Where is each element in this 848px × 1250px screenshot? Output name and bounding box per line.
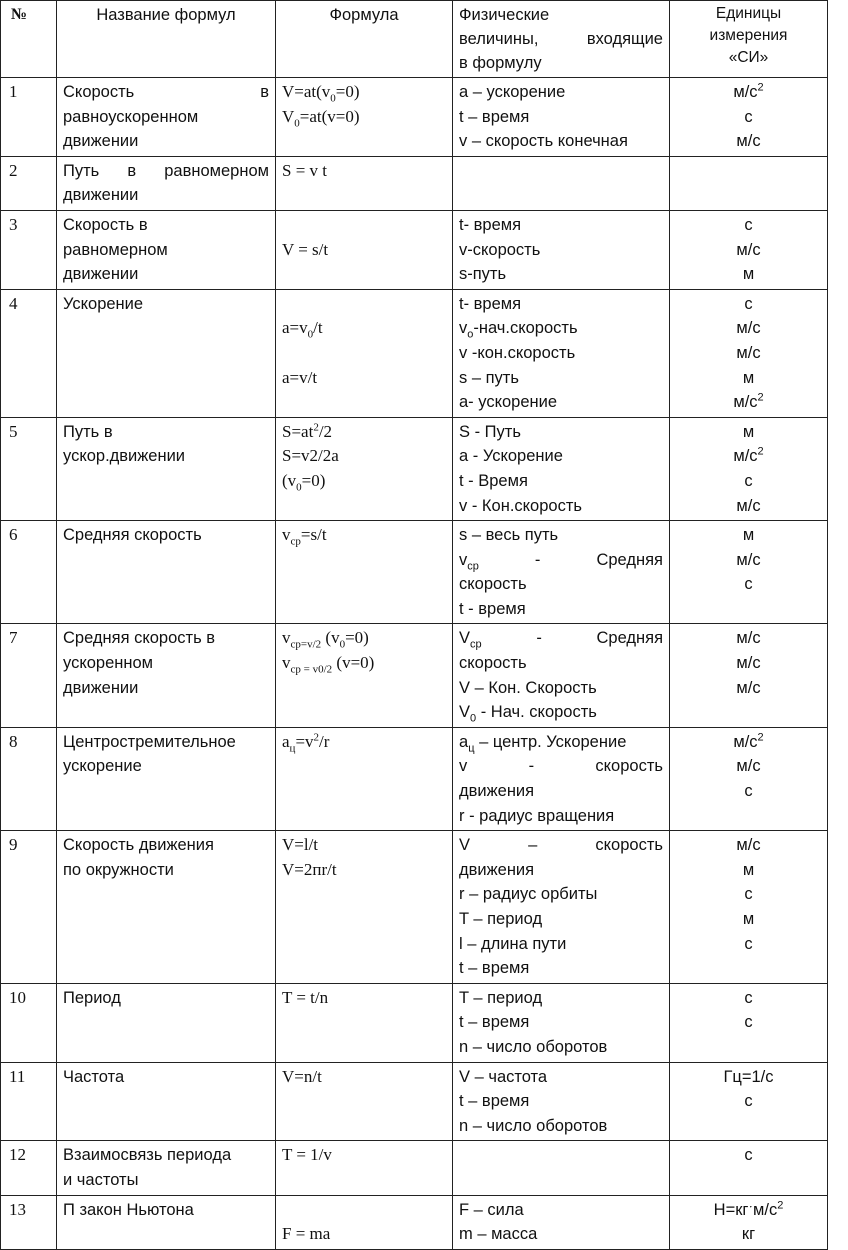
si-units: [670, 831, 828, 984]
formula-name-line: по окружности: [63, 860, 174, 879]
table-row: [1, 210, 828, 289]
physical-quantities-line: a - Ускорение: [459, 447, 563, 466]
row-number: 10: [1, 983, 57, 1062]
si-units-line: с: [744, 575, 753, 594]
formula-name-line: Путь в: [63, 422, 113, 441]
formula-name-line: Средняя скорость в: [63, 629, 216, 648]
header-units-line: Единицы: [715, 5, 782, 22]
formula-expression-line: T = 1/v: [282, 1145, 332, 1165]
header-units-line: «СИ»: [728, 49, 769, 66]
row-number: 5: [1, 417, 57, 520]
formula-expression-line: S=v2/2a: [282, 446, 339, 466]
formula-name: [57, 210, 276, 289]
header-units: [670, 1, 828, 78]
formula-expression-line: $v_{ср=v/2}$ $(v_0=0)$: [282, 628, 369, 651]
formula-expression-line: F = ma: [282, 1224, 331, 1244]
physical-quantities-word: $v_{ср}$: [459, 550, 479, 572]
physical-quantities-line: движения: [459, 782, 535, 801]
table-row: [1, 78, 828, 157]
physical-quantities-line: n – число оборотов: [459, 1116, 608, 1135]
si-units-line: м/с: [736, 132, 761, 151]
formula-expression-line: [282, 341, 446, 366]
header-units-line: измерения: [709, 27, 788, 44]
formula-expression: [276, 521, 453, 624]
formula-name: [57, 78, 276, 157]
formula-name-line: Скорость движения: [63, 836, 214, 855]
formula-name: [57, 289, 276, 417]
formula-name-line: Период: [63, 988, 121, 1007]
physical-quantities-line: t – время: [459, 107, 530, 126]
table-row: [1, 727, 828, 830]
physical-quantities-line: [459, 833, 663, 858]
si-units-line: $м/с^2$: [733, 81, 764, 101]
si-units-line: с: [744, 1092, 753, 1111]
physical-quantities-line: l – длина пути: [459, 934, 567, 953]
formula-expression-line: S = v t: [282, 160, 328, 180]
si-units: [670, 289, 828, 417]
si-units-line: $м/с^2$: [733, 731, 764, 751]
physical-quantities-line: a- ускорение: [459, 393, 558, 412]
si-units-line: м/с: [736, 757, 761, 776]
physical-quantities-line: r - радиус вращения: [459, 806, 615, 825]
header-name: Название формул: [57, 1, 276, 78]
si-units-line: м: [742, 860, 755, 879]
table-row: [1, 983, 828, 1062]
physical-quantities-word: $V_{ср}$: [459, 629, 482, 651]
formula-name-line: Средняя скорость: [63, 526, 202, 545]
row-number: 8: [1, 727, 57, 830]
si-units-line: Гц=1/с: [723, 1067, 774, 1086]
formula-expression: [276, 78, 453, 157]
si-units-line: с: [744, 294, 753, 313]
si-units-line: м/с: [736, 319, 761, 338]
physical-quantities: [453, 289, 670, 417]
formula-name-line: [63, 80, 269, 105]
physical-quantities-line: t - Время: [459, 471, 528, 490]
header-quantities-line: в формулу: [459, 54, 542, 72]
physical-quantities-line: v - Кон.скорость: [459, 496, 582, 515]
physical-quantities-word: Средняя: [596, 550, 663, 569]
formula-name: [57, 521, 276, 624]
physical-quantities-line: скорость: [459, 654, 527, 673]
formula-expression-line: V = s/t: [282, 239, 329, 259]
si-units-line: м: [742, 910, 755, 928]
formula-name-line: и частоты: [63, 1170, 139, 1189]
row-number: 12: [1, 1141, 57, 1195]
physical-quantities-line: m – масса: [459, 1225, 538, 1244]
formula-name-line: движении: [63, 678, 139, 697]
formula-name-line: П закон Ньютона: [63, 1200, 194, 1219]
header-quantities-word: величины,: [459, 30, 539, 48]
physical-quantities-line: v-скорость: [459, 240, 541, 259]
formula-name-word: Путь: [63, 161, 100, 180]
table-row: [1, 289, 828, 417]
physical-quantities-line: s-путь: [459, 265, 507, 284]
formula-name-line: равномерном: [63, 240, 168, 259]
si-units-line: м/с: [736, 654, 761, 673]
si-units-line: $м/с^2$: [733, 445, 764, 466]
physical-quantities: [453, 1062, 670, 1141]
si-units-line: с: [744, 107, 753, 126]
si-units-line: м: [742, 422, 755, 441]
formula-name-word: в: [127, 161, 137, 180]
physical-quantities: [453, 78, 670, 157]
si-units-line: м/с: [736, 240, 761, 259]
si-units-line: м/с: [736, 678, 761, 697]
physical-quantities: [453, 417, 670, 520]
si-units: [670, 727, 828, 830]
physical-quantities-line: V – Кон. Скорость: [459, 678, 597, 697]
physical-quantities: [453, 831, 670, 984]
formula-expression: [276, 983, 453, 1062]
formula-name-line: Ускорение: [63, 294, 144, 313]
header-row: [1, 1, 828, 78]
table-row: [1, 417, 828, 520]
table-body: [1, 78, 828, 1250]
table-row: [1, 1062, 828, 1141]
formula-expression: [276, 1062, 453, 1141]
formula-name-word: Скорость: [63, 83, 135, 101]
row-number: 1: [1, 78, 57, 157]
physical-quantities-line: скорость: [459, 575, 527, 594]
formula-expression-line: V=n/t: [282, 1066, 322, 1086]
physical-quantities: [453, 1141, 670, 1195]
si-units: [670, 1062, 828, 1141]
row-number: 13: [1, 1195, 57, 1249]
si-units: [670, 417, 828, 520]
formula-expression: [276, 1195, 453, 1249]
physical-quantities: [453, 727, 670, 830]
formula-name: [57, 417, 276, 520]
formula-name-line: Взаимосвязь периода: [63, 1146, 232, 1165]
si-units-line: с: [744, 988, 753, 1007]
si-units-line: с: [744, 885, 753, 904]
header-quantities: [453, 1, 670, 78]
physical-quantities-line: s – весь путь: [459, 526, 559, 545]
formula-name-line: Центростремительное: [63, 732, 236, 751]
formula-name: [57, 831, 276, 984]
formula-expression-line: [282, 1198, 446, 1223]
physical-quantities-line: v – скорость конечная: [459, 132, 628, 151]
formula-name: [57, 983, 276, 1062]
physical-quantities-word: -: [534, 550, 541, 569]
physical-quantities-line: $V_0$ - Нач. скорость: [459, 703, 597, 725]
physical-quantities-line: [459, 626, 663, 651]
formula-name: [57, 156, 276, 210]
physical-quantities-line: r – радиус орбиты: [459, 885, 598, 904]
physical-quantities-line: F – сила: [459, 1200, 524, 1219]
header-quantities-line: [459, 27, 663, 51]
table-row: [1, 624, 828, 727]
header-formula: Формула: [276, 1, 453, 78]
formula-name-line: Частота: [63, 1067, 125, 1086]
physical-quantities-line: [459, 548, 663, 573]
header-quantities-line: Физические: [459, 6, 550, 24]
formula-expression-line: $v_{ср = v0/2}$ (v=0): [282, 653, 375, 676]
formula-expression-line: [282, 213, 446, 238]
physical-quantities-word: –: [528, 836, 538, 855]
physical-quantities-line: v -кон.скорость: [459, 343, 576, 362]
formula-expression-line: $(v_0=0)$: [282, 470, 326, 494]
formula-name-line: движении: [63, 132, 139, 151]
formula-expression-line: $a_ц=v^2/r$: [282, 731, 330, 755]
physical-quantities: [453, 210, 670, 289]
formula-expression: [276, 289, 453, 417]
row-number: 2: [1, 156, 57, 210]
formula-expression: [276, 210, 453, 289]
row-number: 11: [1, 1062, 57, 1141]
physical-quantities-line: t- время: [459, 294, 522, 313]
formula-expression: [276, 1141, 453, 1195]
si-units-line: с: [744, 782, 753, 801]
physical-quantities-word: V: [459, 836, 471, 855]
physical-quantities-line: T – период: [459, 988, 543, 1007]
formula-name-line: ускоренном: [63, 654, 153, 673]
si-units-line: м: [742, 526, 755, 545]
physical-quantities-line: t- время: [459, 215, 522, 234]
formula-expression-line: V=l/t: [282, 835, 319, 855]
physical-quantities-line: t – время: [459, 1013, 530, 1032]
physical-quantities-line: n – число оборотов: [459, 1037, 608, 1056]
si-units-line: м: [742, 368, 755, 387]
physical-quantities-line: t – время: [459, 1092, 530, 1111]
si-units-line: м/с: [736, 496, 761, 515]
si-units: [670, 210, 828, 289]
physical-quantities-line: t – время: [459, 959, 530, 978]
physical-quantities: [453, 983, 670, 1062]
si-units-line: м/с: [736, 343, 761, 362]
formula-name: [57, 727, 276, 830]
si-units: [670, 1141, 828, 1195]
table-row: [1, 831, 828, 984]
formula-name: [57, 1062, 276, 1141]
physical-quantities-word: -: [536, 629, 542, 648]
formula-expression-line: $V=at(v_0=0)$: [282, 82, 360, 105]
physical-quantities-line: V – частота: [459, 1067, 548, 1086]
physical-quantities-line: T – период: [459, 910, 543, 928]
physical-quantities-line: a – ускорение: [459, 83, 566, 101]
si-units-line: кг: [741, 1225, 756, 1244]
physical-quantities: [453, 156, 670, 210]
si-units: [670, 156, 828, 210]
formula-expression: [276, 727, 453, 830]
physical-quantities-line: $v_o-нач.скорость$: [459, 319, 578, 341]
physical-quantities-word: v: [459, 757, 468, 776]
si-units-line: $Н=кгˑм/с^2$: [713, 1199, 784, 1219]
table-row: [1, 156, 828, 210]
formula-name-line: движении: [63, 186, 139, 205]
si-units: [670, 521, 828, 624]
si-units-line: м/с: [736, 629, 761, 648]
formula-expression: [276, 417, 453, 520]
si-units: [670, 78, 828, 157]
formula-name: [57, 1141, 276, 1195]
formula-name-line: ускор.движении: [63, 447, 186, 466]
physical-quantities-line: $a_ц$ – центр. Ускорение: [459, 732, 627, 755]
physical-quantities-word: скорость: [595, 757, 663, 776]
physical-quantities-word: Средняя: [596, 629, 663, 648]
physical-quantities-line: движения: [459, 860, 535, 879]
formula-name-line: движении: [63, 265, 139, 284]
row-number: 9: [1, 831, 57, 984]
formula-expression-line: [282, 292, 446, 317]
physical-quantities: [453, 1195, 670, 1249]
formula-expression-line: V=2пr/t: [282, 859, 337, 879]
row-number: 4: [1, 289, 57, 417]
formula-name-word: равномерном: [164, 161, 269, 180]
physical-quantities-line: S - Путь: [459, 422, 521, 441]
formula-name: [57, 1195, 276, 1249]
formula-expression-line: $V_0=at(v=0)$: [282, 106, 360, 129]
si-units-line: м/с: [736, 836, 761, 855]
si-units: [670, 983, 828, 1062]
physical-quantities-line: t - время: [459, 599, 526, 618]
si-units-line: м: [742, 265, 755, 284]
formula-expression: [276, 156, 453, 210]
formula-name-line: равноускоренном: [63, 107, 199, 126]
formula-expression: [276, 624, 453, 727]
header-num: №: [1, 1, 57, 78]
formula-name-line: Скорость в: [63, 215, 148, 234]
formula-expression-line: $v_{ср}=s/t$: [282, 525, 327, 548]
table-row: [1, 1141, 828, 1195]
header-quantities-word: входящие: [586, 30, 663, 48]
physical-quantities: [453, 624, 670, 727]
physical-quantities-line: s – путь: [459, 368, 519, 387]
si-units-line: $м/с^2$: [733, 391, 764, 412]
table-row: [1, 1195, 828, 1249]
row-number: 3: [1, 210, 57, 289]
formula-name: [57, 624, 276, 727]
physical-quantities-word: -: [528, 757, 535, 776]
si-units: [670, 624, 828, 727]
formula-name-line: [63, 159, 269, 184]
formula-expression-line: T = t/n: [282, 987, 329, 1007]
formula-expression: [276, 831, 453, 984]
physical-quantities-word: скорость: [595, 836, 663, 855]
physical-quantities: [453, 521, 670, 624]
si-units-line: с: [744, 1146, 753, 1165]
si-units-line: с: [744, 471, 753, 490]
formula-expression-line: $S=at^2/2$: [282, 421, 333, 441]
row-number: 7: [1, 624, 57, 727]
table-row: [1, 521, 828, 624]
row-number: 6: [1, 521, 57, 624]
si-units-line: с: [744, 934, 753, 953]
si-units-line: м/с: [736, 550, 761, 569]
formula-expression-line: $a=v_0/t$: [282, 318, 323, 341]
physical-quantities-line: [459, 754, 663, 779]
formula-name-word: в: [260, 83, 269, 101]
si-units: [670, 1195, 828, 1249]
formula-expression-line: a=v/t: [282, 367, 318, 387]
si-units-line: с: [744, 1013, 753, 1032]
formula-name-line: ускорение: [63, 757, 142, 776]
si-units-line: с: [744, 215, 753, 234]
